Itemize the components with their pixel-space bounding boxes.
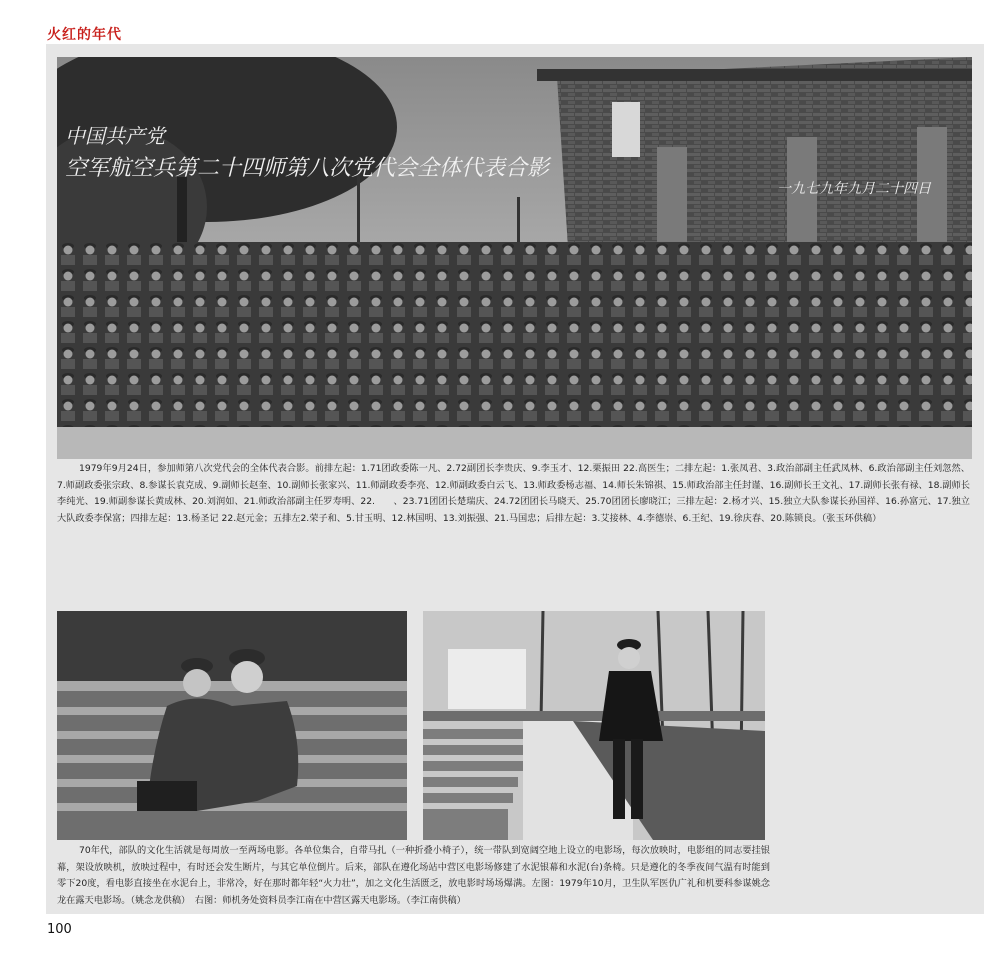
left-photo: [57, 611, 407, 840]
group-photo-caption: 1979年9月24日，参加师第八次党代会的全体代表合影。前排左起：1.71团政委陈一凡、2.72副团长李贵庆、9.李玉才、12.栗振田 22.高医生；二排左起：1.张凤君、3.政治部副主任武凤林、6.政治部副主任刘忽然、7.师副政委张宗政、8.参谋长袁克成、9.副师长赵奎、10.副师长张家兴、11.师副政委李亮、12.师副政委白云飞、13.师政委杨志福、14.师长朱锦祺、15.师政治部主任封谨、16.副师长王文礼、17.副师长张有禄、18.副师长李纯光、19.师副参谋长黄成林、20.刘润如、21.师政治部副主任罗寿明、22. 、23.71团团长楚瑞庆、24.72团团长马晓天、25.70团团长廖晓江；三排左起：2.杨才兴、15.独立大队参谋长孙国祥、16.孙富元、17.独立大队政委李保富；四排左起：13.杨圣记 22.赵元金；五排左2.荣子和、5.甘玉明、12.林国明、13.刘振强、21.马国忠；后排左起：3.艾接林、4.李德崇、6.王纪、19.徐庆春、20.陈锁良。（张玉环供稿）: [57, 463, 970, 524]
group-photo: [57, 57, 972, 459]
page-number: 100: [47, 922, 72, 937]
bottom-photos-caption: 70年代，部队的文化生活就是每周放一至两场电影。各单位集合，自带马扎（一种折叠小椅子），统一带队到宽阔空地上设立的电影场，每次放映时，电影组的同志要挂银幕，架设放映机，放映过程中，有时还会发生断片，与其它单位倒片。后来，部队在遵化场站中营区电影场修建了水泥银幕和水泥(台)条椅。只是遵化的冬季夜间气温有时能到零下20度，看电影直接坐在水泥台上，非常冷，好在那时都年轻“火力壮”，加之文化生活匮乏，放电影时场场爆满。左图：1979年10月，卫生队军医仇广礼和机要科参谋姚念龙在露天电影场。（姚念龙供稿） 右图：师机务处资料员李江南在中营区露天电影场。（李江南供稿）: [57, 845, 770, 906]
inscription-date: 一九七九年九月二十四日: [777, 181, 931, 197]
inscription-line-2: 空军航空兵第二十四师第八次党代会全体代表合影: [65, 156, 550, 181]
section-title: 火红的年代: [47, 27, 122, 43]
inscription-line-1: 中国共产党: [65, 124, 165, 148]
right-photo: [423, 611, 765, 840]
